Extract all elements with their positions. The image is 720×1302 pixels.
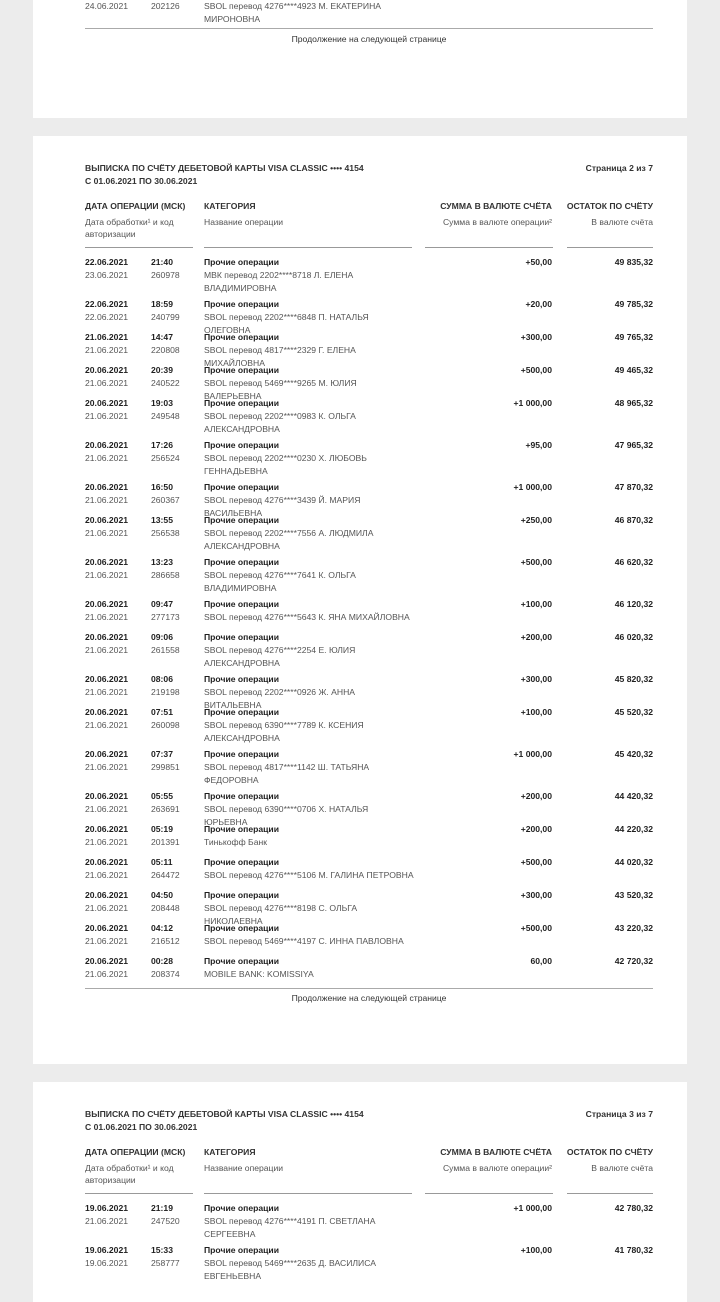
auth-code: 216512 [151, 936, 180, 946]
account-balance: 43 520,32 [614, 890, 653, 900]
operation-time: 00:28 [151, 956, 173, 966]
account-balance: 47 870,32 [614, 482, 653, 492]
operation-category: Прочие операции [204, 791, 279, 801]
operation-amount: +250,00 [520, 515, 552, 525]
continued-note: Продолжение на следующей странице [291, 993, 447, 1003]
processing-date: 21.06.2021 [85, 762, 129, 772]
auth-code: 208448 [151, 903, 180, 913]
processing-date: 21.06.2021 [85, 870, 129, 880]
operation-amount: +500,00 [520, 923, 552, 933]
account-balance: 49 765,32 [614, 332, 653, 342]
operation-time: 18:59 [151, 299, 173, 309]
operation-date: 20.06.2021 [85, 791, 129, 801]
table-row [85, 631, 653, 671]
operation-date: 20.06.2021 [85, 749, 129, 759]
processing-date: 23.06.2021 [85, 270, 129, 280]
operation-date: 22.06.2021 [85, 299, 129, 309]
operation-category: Прочие операции [204, 557, 279, 567]
operation-date: 21.06.2021 [85, 332, 129, 342]
operation-date: 20.06.2021 [85, 440, 129, 450]
operation-name: SBOL перевод 4817****1142 Ш. ТАТЬЯНА ФЕДОРОВНА [204, 762, 370, 785]
table-row [85, 1202, 653, 1242]
operation-amount: +100,00 [520, 599, 552, 609]
header-rule [85, 1193, 193, 1194]
header-rule [567, 247, 653, 248]
operation-name: SBOL перевод 2202****0983 К. ОЛЬГА АЛЕКСАНДРОВНА [204, 411, 356, 434]
operation-name: SBOL перевод 4276****7641 К. ОЛЬГА ВЛАДИМИРОВНА [204, 570, 356, 593]
operation-date: 20.06.2021 [85, 632, 129, 642]
operation-date: 20.06.2021 [85, 515, 129, 525]
operation-category: Прочие операции [204, 1245, 279, 1255]
operation-name: SBOL перевод 2202****0230 Х. ЛЮБОВЬ ГЕННАДЬЕВНА [204, 453, 367, 476]
operation-time: 13:55 [151, 515, 173, 525]
table-row [85, 439, 653, 479]
processing-date: 19.06.2021 [85, 1258, 129, 1268]
operation-name: MOBILE BANK: KOMISSIYA [204, 969, 314, 979]
statement-period: С 01.06.2021 ПО 30.06.2021 [85, 1122, 198, 1132]
operation-date: 19.06.2021 [85, 1245, 129, 1255]
statement-period: С 01.06.2021 ПО 30.06.2021 [85, 176, 198, 186]
col-subheader-sum: Сумма в валюте операции² [442, 1163, 552, 1173]
operation-amount: +100,00 [520, 707, 552, 717]
processing-date: 22.06.2021 [85, 312, 129, 322]
header-rule [204, 1193, 412, 1194]
auth-code: 264472 [151, 870, 180, 880]
header-rule [204, 247, 412, 248]
col-subheader-sum: Сумма в валюте операции² [442, 217, 552, 227]
operation-amount: +500,00 [520, 557, 552, 567]
operation-time: 04:50 [151, 890, 173, 900]
account-balance: 44 420,32 [614, 791, 653, 801]
operation-amount: +20,00 [525, 299, 552, 309]
operation-date: 20.06.2021 [85, 890, 129, 900]
auth-code: 277173 [151, 612, 180, 622]
auth-code: 201391 [151, 837, 180, 847]
operation-category: Прочие операции [204, 749, 279, 759]
operation-date: 19.06.2021 [85, 1203, 129, 1213]
account-balance: 44 020,32 [614, 857, 653, 867]
col-header-date: ДАТА ОПЕРАЦИИ (МСК) [85, 1147, 186, 1157]
table-row [85, 256, 653, 296]
header-rule [567, 1193, 653, 1194]
operation-time: 08:06 [151, 674, 173, 684]
operation-category: Прочие операции [204, 956, 279, 966]
operation-date: 20.06.2021 [85, 599, 129, 609]
auth-code: 247520 [151, 1216, 180, 1226]
col-subheader-date: Дата обработки¹ и код авторизации [85, 1163, 174, 1185]
auth-code: 249548 [151, 411, 180, 421]
col-header-balance: ОСТАТОК ПО СЧЁТУ [566, 201, 653, 211]
account-balance: 43 220,32 [614, 923, 653, 933]
operation-date: 20.06.2021 [85, 398, 129, 408]
auth-code: 299851 [151, 762, 180, 772]
col-subheader-category: Название операции [204, 1163, 284, 1173]
auth-code: 219198 [151, 687, 180, 697]
operation-name: SBOL перевод 2202****6848 П. НАТАЛЬЯ ОЛЕГОВНА [204, 312, 369, 335]
operation-category: Прочие операции [204, 707, 279, 717]
col-subheader-category: Название операции [204, 217, 284, 227]
operation-name: SBOL перевод 4276****5106 М. ГАЛИНА ПЕТРОВНА [204, 870, 414, 880]
operation-amount: +1 000,00 [513, 398, 552, 408]
operation-name: SBOL перевод 4276****2254 Е. ЮЛИЯ АЛЕКСАНДРОВНА [204, 645, 356, 668]
operation-date: 20.06.2021 [85, 707, 129, 717]
processing-date: 21.06.2021 [85, 837, 129, 847]
auth-code: 286658 [151, 570, 180, 580]
operation-name: SBOL перевод 6390****7789 К. КСЕНИЯ АЛЕКСАНДРОВНА [204, 720, 364, 743]
operation-category: Прочие операции [204, 857, 279, 867]
operation-amount: +200,00 [520, 824, 552, 834]
col-header-category: КАТЕГОРИЯ [204, 201, 256, 211]
operation-time: 04:12 [151, 923, 173, 933]
operation-category: Прочие операции [204, 515, 279, 525]
operation-time: 09:47 [151, 599, 173, 609]
operation-time: 16:50 [151, 482, 173, 492]
table-row [85, 748, 653, 788]
operation-category: Прочие операции [204, 299, 279, 309]
operation-name: SBOL перевод 6390****0706 Х. НАТАЛЬЯ ЮРЬЕВНА [204, 804, 369, 827]
operation-amount: +500,00 [520, 857, 552, 867]
account-balance: 45 820,32 [614, 674, 653, 684]
table-row [85, 955, 653, 995]
processing-date: 24.06.2021 [85, 1, 129, 11]
operation-amount: +300,00 [520, 674, 552, 684]
statement-title: ВЫПИСКА ПО СЧЁТУ ДЕБЕТОВОЙ КАРТЫ VISA CLASSIC •••• 4154 [85, 163, 364, 173]
processing-date: 21.06.2021 [85, 687, 129, 697]
operation-category: Прочие операции [204, 332, 279, 342]
auth-code: 258777 [151, 1258, 180, 1268]
operation-name: МВК перевод 2202****8718 Л. ЕЛЕНА ВЛАДИМИРОВНА [204, 270, 354, 293]
account-balance: 49 785,32 [614, 299, 653, 309]
operation-name: SBOL перевод 5469****2635 Д. ВАСИЛИСА ЕВГЕНЬЕВНА [204, 1258, 376, 1281]
statement-page-3 [33, 1082, 687, 1302]
processing-date: 21.06.2021 [85, 528, 129, 538]
operation-category: Прочие операции [204, 398, 279, 408]
operation-date: 20.06.2021 [85, 923, 129, 933]
account-balance: 42 720,32 [614, 956, 653, 966]
processing-date: 21.06.2021 [85, 804, 129, 814]
header-rule [85, 247, 193, 248]
operation-category: Прочие операции [204, 257, 279, 267]
table-row [85, 397, 653, 437]
processing-date: 21.06.2021 [85, 1216, 129, 1226]
operation-time: 15:33 [151, 1245, 173, 1255]
account-balance: 46 020,32 [614, 632, 653, 642]
auth-code: 260367 [151, 495, 180, 505]
operation-time: 05:19 [151, 824, 173, 834]
operation-amount: +300,00 [520, 332, 552, 342]
operation-amount: +100,00 [520, 1245, 552, 1255]
auth-code: 261558 [151, 645, 180, 655]
operation-time: 21:40 [151, 257, 173, 267]
account-balance: 47 965,32 [614, 440, 653, 450]
operation-name: SBOL перевод 4276****4923 М. ЕКАТЕРИНА МИРОНОВНА [204, 1, 382, 24]
operation-category: Прочие операции [204, 632, 279, 642]
account-balance: 45 520,32 [614, 707, 653, 717]
operation-amount: +1 000,00 [513, 482, 552, 492]
operation-category: Прочие операции [204, 890, 279, 900]
auth-code: 256538 [151, 528, 180, 538]
operation-amount: +500,00 [520, 365, 552, 375]
operation-date: 20.06.2021 [85, 674, 129, 684]
operation-amount: +50,00 [525, 257, 552, 267]
operation-category: Прочие операции [204, 1203, 279, 1213]
operation-amount: 60,00 [530, 956, 552, 966]
operation-name: SBOL перевод 5469****9265 М. ЮЛИЯ ВАЛЕРЬЕВНА [204, 378, 357, 401]
statement-page-2 [33, 136, 687, 1064]
operation-category: Прочие операции [204, 482, 279, 492]
operation-amount: +95,00 [525, 440, 552, 450]
account-balance: 41 780,32 [614, 1245, 653, 1255]
operation-time: 07:51 [151, 707, 173, 717]
operation-category: Прочие операции [204, 824, 279, 834]
operation-date: 20.06.2021 [85, 857, 129, 867]
account-balance: 49 465,32 [614, 365, 653, 375]
operation-amount: +200,00 [520, 791, 552, 801]
col-header-category: КАТЕГОРИЯ [204, 1147, 256, 1157]
statement-page-1 [33, 0, 687, 118]
account-balance: 44 220,32 [614, 824, 653, 834]
account-balance: 42 780,32 [614, 1203, 653, 1213]
col-subheader-balance: В валюте счёта [591, 1163, 653, 1173]
processing-date: 21.06.2021 [85, 411, 129, 421]
processing-date: 21.06.2021 [85, 969, 129, 979]
auth-code: 256524 [151, 453, 180, 463]
operation-date: 20.06.2021 [85, 956, 129, 966]
processing-date: 21.06.2021 [85, 936, 129, 946]
table-row [85, 706, 653, 746]
operation-category: Прочие операции [204, 440, 279, 450]
table-row [85, 514, 653, 554]
header-rule [425, 247, 553, 248]
account-balance: 46 870,32 [614, 515, 653, 525]
processing-date: 21.06.2021 [85, 453, 129, 463]
auth-code: 263691 [151, 804, 180, 814]
account-balance: 49 835,32 [614, 257, 653, 267]
operation-name: SBOL перевод 4276****5643 К. ЯНА МИХАЙЛОВНА [204, 612, 410, 622]
account-balance: 48 965,32 [614, 398, 653, 408]
col-subheader-balance: В валюте счёта [591, 217, 653, 227]
col-header-date: ДАТА ОПЕРАЦИИ (МСК) [85, 201, 186, 211]
operation-category: Прочие операции [204, 674, 279, 684]
page-number: Страница 3 из 7 [585, 1109, 653, 1119]
processing-date: 21.06.2021 [85, 612, 129, 622]
col-subheader-date: Дата обработки¹ и код авторизации [85, 217, 174, 239]
operation-date: 20.06.2021 [85, 482, 129, 492]
processing-date: 21.06.2021 [85, 720, 129, 730]
operation-time: 21:19 [151, 1203, 173, 1213]
operation-amount: +300,00 [520, 890, 552, 900]
auth-code: 240799 [151, 312, 180, 322]
operation-name: SBOL перевод 4276****4191 П. СВЕТЛАНА СЕРГЕЕВНА [204, 1216, 376, 1239]
auth-code: 260978 [151, 270, 180, 280]
col-header-sum: СУММА В ВАЛЮТЕ СЧЁТА [440, 1147, 552, 1157]
auth-code: 260098 [151, 720, 180, 730]
processing-date: 21.06.2021 [85, 378, 129, 388]
col-header-balance: ОСТАТОК ПО СЧЁТУ [566, 1147, 653, 1157]
auth-code: 220808 [151, 345, 180, 355]
processing-date: 21.06.2021 [85, 345, 129, 355]
operation-name: Тинькофф Банк [204, 837, 267, 847]
operation-name: SBOL перевод 4276****8198 С. ОЛЬГА НИКОЛАЕВНА [204, 903, 358, 926]
operation-time: 13:23 [151, 557, 173, 567]
operation-time: 20:39 [151, 365, 173, 375]
operation-time: 05:11 [151, 857, 173, 867]
operation-name: SBOL перевод 4276****3439 Й. МАРИЯ ВАСИЛЬЕВНА [204, 495, 361, 518]
operation-date: 22.06.2021 [85, 257, 129, 267]
auth-code: 208374 [151, 969, 180, 979]
processing-date: 21.06.2021 [85, 570, 129, 580]
operation-category: Прочие операции [204, 365, 279, 375]
statement-title: ВЫПИСКА ПО СЧЁТУ ДЕБЕТОВОЙ КАРТЫ VISA CLASSIC •••• 4154 [85, 1109, 364, 1119]
table-row [85, 1244, 653, 1284]
operation-time: 19:03 [151, 398, 173, 408]
operation-amount: +1 000,00 [513, 1203, 552, 1213]
processing-date: 21.06.2021 [85, 903, 129, 913]
operation-name: SBOL перевод 2202****0926 Ж. АННА ВИТАЛЬЕВНА [204, 687, 356, 710]
operation-name: SBOL перевод 4817****2329 Г. ЕЛЕНА МИХАЙЛОВНА [204, 345, 356, 368]
operation-date: 20.06.2021 [85, 557, 129, 567]
operation-category: Прочие операции [204, 599, 279, 609]
operation-amount: +200,00 [520, 632, 552, 642]
processing-date: 21.06.2021 [85, 645, 129, 655]
table-end-rule [85, 28, 653, 29]
operation-amount: +1 000,00 [513, 749, 552, 759]
col-header-sum: СУММА В ВАЛЮТЕ СЧЁТА [440, 201, 552, 211]
account-balance: 45 420,32 [614, 749, 653, 759]
operation-time: 09:06 [151, 632, 173, 642]
operation-time: 17:26 [151, 440, 173, 450]
table-row [85, 556, 653, 596]
auth-code: 240522 [151, 378, 180, 388]
account-balance: 46 620,32 [614, 557, 653, 567]
operation-time: 14:47 [151, 332, 173, 342]
operation-time: 05:55 [151, 791, 173, 801]
processing-date: 21.06.2021 [85, 495, 129, 505]
header-rule [425, 1193, 553, 1194]
operation-date: 20.06.2021 [85, 824, 129, 834]
table-end-rule [85, 988, 653, 989]
operation-category: Прочие операции [204, 923, 279, 933]
operation-date: 20.06.2021 [85, 365, 129, 375]
operation-time: 07:37 [151, 749, 173, 759]
operation-name: SBOL перевод 5469****4197 С. ИННА ПАВЛОВНА [204, 936, 404, 946]
auth-code: 202126 [151, 1, 180, 11]
operation-name: SBOL перевод 2202****7556 А. ЛЮДМИЛА АЛЕКСАНДРОВНА [204, 528, 374, 551]
continued-note: Продолжение на следующей странице [291, 34, 447, 44]
page-number: Страница 2 из 7 [585, 163, 653, 173]
account-balance: 46 120,32 [614, 599, 653, 609]
